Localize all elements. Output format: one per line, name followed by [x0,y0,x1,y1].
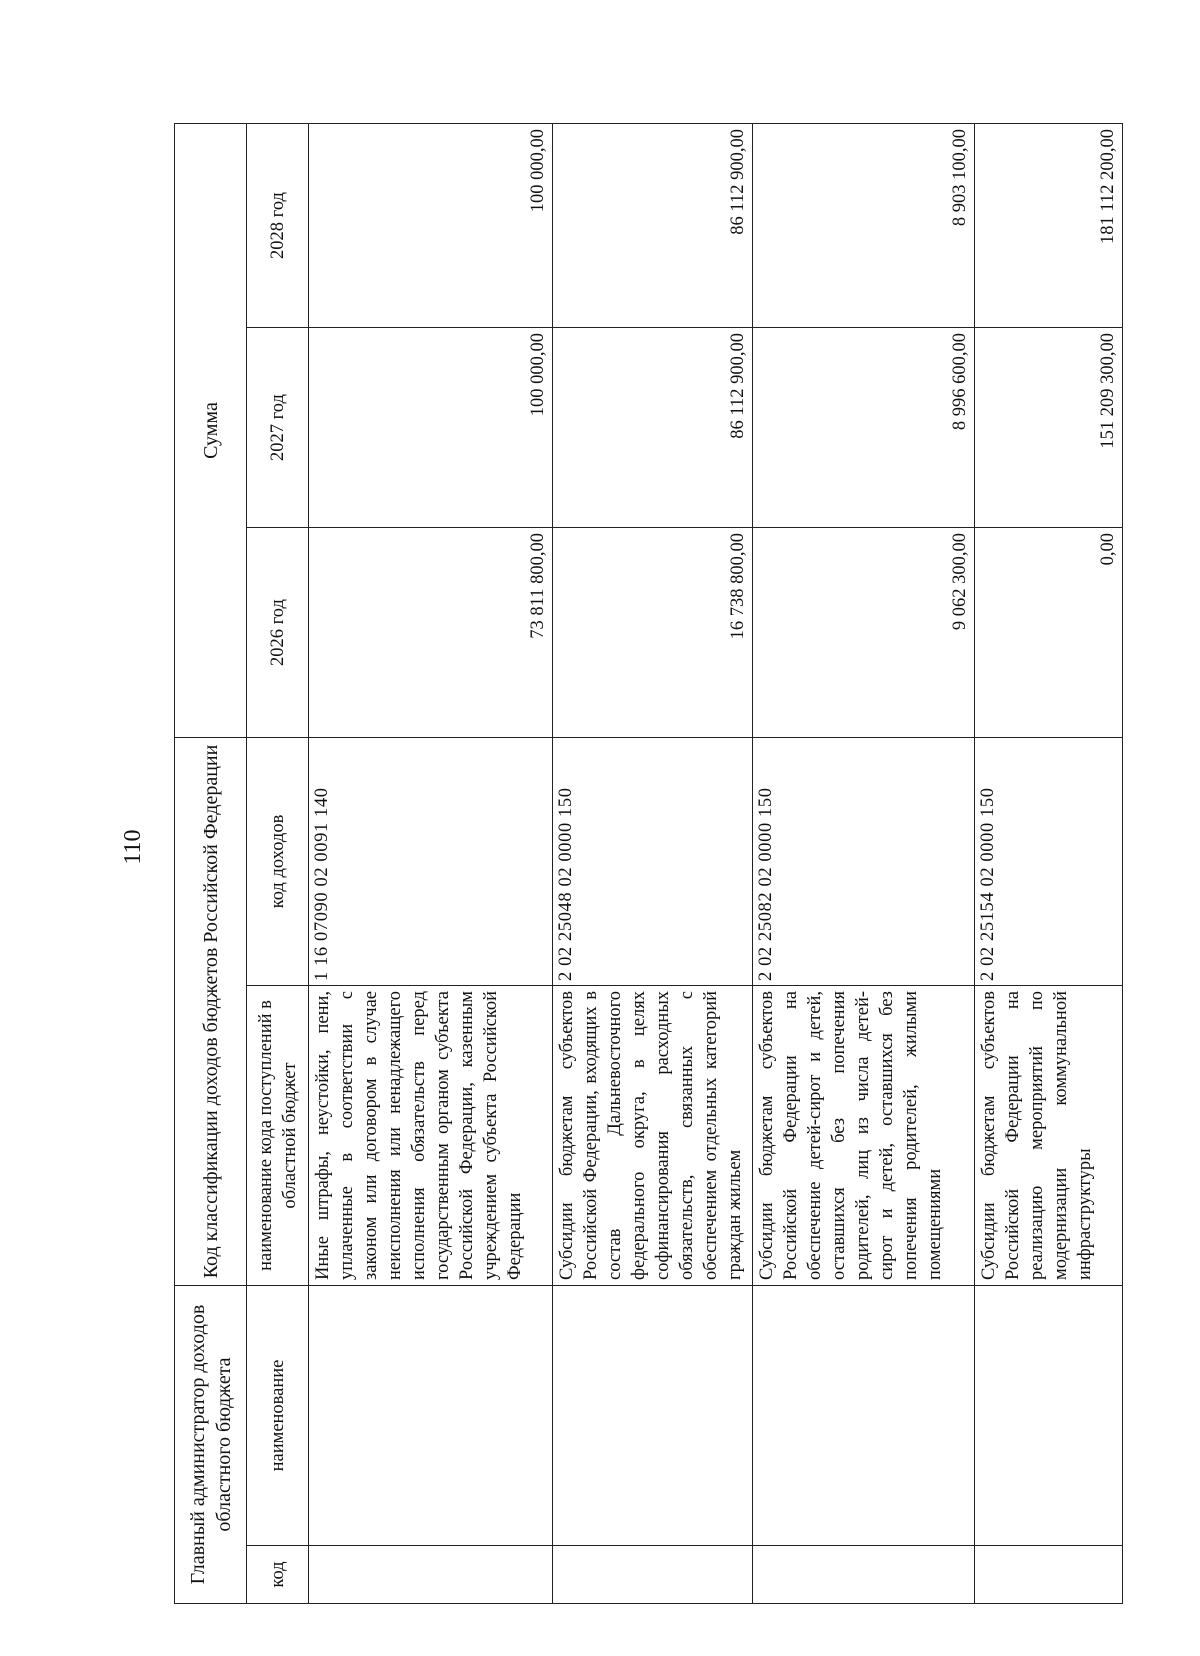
header-year-2027: 2027 год [247,328,309,528]
amount-2026-cell: 9 062 300,00 [753,528,975,738]
header-year-2028: 2028 год [247,123,309,327]
header-year-2026: 2026 год [247,528,309,738]
page-number: 110 [120,829,146,865]
header-admin-code: код [247,1546,309,1604]
header-income-name: наименование кода поступлений в областной бюджет [247,986,309,1286]
amount-2027-cell: 100 000,00 [309,328,553,528]
income-name-cell: Субсидии бюджетам субъектов Российской Федерации на обеспечение детей-сирот и детей, оставшихся без попечения родителей, лиц из числа детей-сирот и детей, оставшихся без попечения родителей, жилыми помещениями [753,986,975,1286]
income-code-cell: 2 02 25048 02 0000 150 [553,738,753,986]
header-row-2 [247,123,309,1603]
admin-name-cell [753,1286,975,1546]
amount-2027-cell: 86 112 900,00 [553,328,753,528]
income-code-cell: 1 16 07090 02 0091 140 [309,738,553,986]
income-name-cell: Иные штрафы, неустойки, пени, уплаченные в соответствии с законом или договором в случае неисполнения или ненадлежащего исполнения обязательств перед государственным органом субъекта Российской Федерации, казенным учреждением субъекта Российской Федерации [309,986,553,1286]
header-classification-group: Код классификации доходов бюджетов Российской Федерации [175,738,247,1286]
admin-name-cell [975,1286,1123,1546]
amount-2028-cell: 86 112 900,00 [553,123,753,327]
income-name-cell: Субсидии бюджетам субъектов Российской Федерации на реализацию мероприятий по модернизации коммунальной инфраструктуры [975,986,1123,1286]
admin-code-cell [975,1546,1123,1604]
amount-2027-cell: 151 209 300,00 [975,328,1123,528]
income-code-cell: 2 02 25154 02 0000 150 [975,738,1123,986]
amount-2027-cell: 8 996 600,00 [753,328,975,528]
amount-2028-cell: 181 112 200,00 [975,123,1123,327]
rotated-table-container [174,124,1122,1604]
header-row-1 [175,123,247,1603]
table-row [753,123,975,1603]
amount-2026-cell: 73 811 800,00 [309,528,553,738]
income-code-cell: 2 02 25082 02 0000 150 [753,738,975,986]
amount-2028-cell: 8 903 100,00 [753,123,975,327]
admin-name-cell [553,1286,753,1546]
table-row [975,123,1123,1603]
budget-table [174,123,1123,1604]
amount-2028-cell: 100 000,00 [309,123,553,327]
income-name-cell: Субсидии бюджетам субъектов Российской Федерации, входящих в состав Дальневосточного федерального округа, в целях софинансирования расходных обязательств, связанных с обеспечением отдельных категорий граждан жильем [553,986,753,1286]
table-row [309,123,553,1603]
table-row [553,123,753,1603]
amount-2026-cell: 16 738 800,00 [553,528,753,738]
amount-2026-cell: 0,00 [975,528,1123,738]
admin-code-cell [553,1546,753,1604]
header-income-code: код доходов [247,738,309,986]
admin-code-cell [309,1546,553,1604]
admin-code-cell [753,1546,975,1604]
admin-name-cell [309,1286,553,1546]
header-admin-name: наименование [247,1286,309,1546]
header-admin-group: Главный администратор доходов областного бюджета [175,1286,247,1604]
header-sum-group: Сумма [175,123,247,737]
